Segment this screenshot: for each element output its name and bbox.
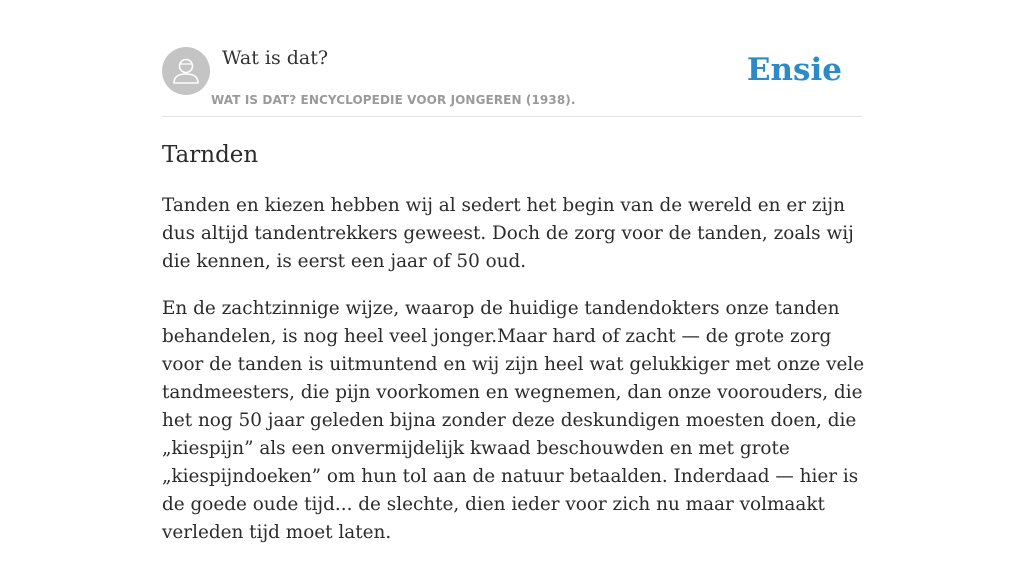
user-icon: [162, 47, 210, 95]
brand-logo[interactable]: Ensie: [746, 52, 842, 88]
source-name-link[interactable]: Wat is dat?: [222, 47, 329, 69]
article-paragraph: Tanden en kiezen hebben wij al sedert het begin van de wereld en er zijn dus altijd tandentrekkers geweest. Doch de zorg voor de tanden, zoals wij die kennen, is eerst een jaar of 50 oud.: [162, 195, 854, 272]
source-header: [162, 0, 862, 117]
article-paragraph: En de zachtzinnige wijze, waarop de huidige tandendokters onze tanden behandelen, is nog heel veel jonger.Maar hard of zacht — de grote zorg voor de tanden is uitmuntend en wij zijn heel wat gelukkiger met onze vele tandmeesters, die pijn voorkomen en wegnemen, dan onze voorouders, die het nog 50 jaar geleden bijna zonder deze deskundigen moesten doen, die „kiespijn” als een onvermijdelijk kwaad beschouwden en met grote „kiespijndoeken” om hun tol aan de natuur betaalden. Inderdaad — hier is de goede oude tijd... de slechte, dien ieder voor zich nu maar volmaakt verleden tijd moet laten.: [162, 298, 865, 543]
avatar[interactable]: [162, 47, 210, 95]
article-body: [162, 192, 868, 566]
article-container: [162, 0, 865, 543]
article-title: Tarnden: [162, 142, 259, 168]
source-subtitle: WAT IS DAT? ENCYCLOPEDIE VOOR JONGEREN (1938).: [211, 93, 576, 107]
